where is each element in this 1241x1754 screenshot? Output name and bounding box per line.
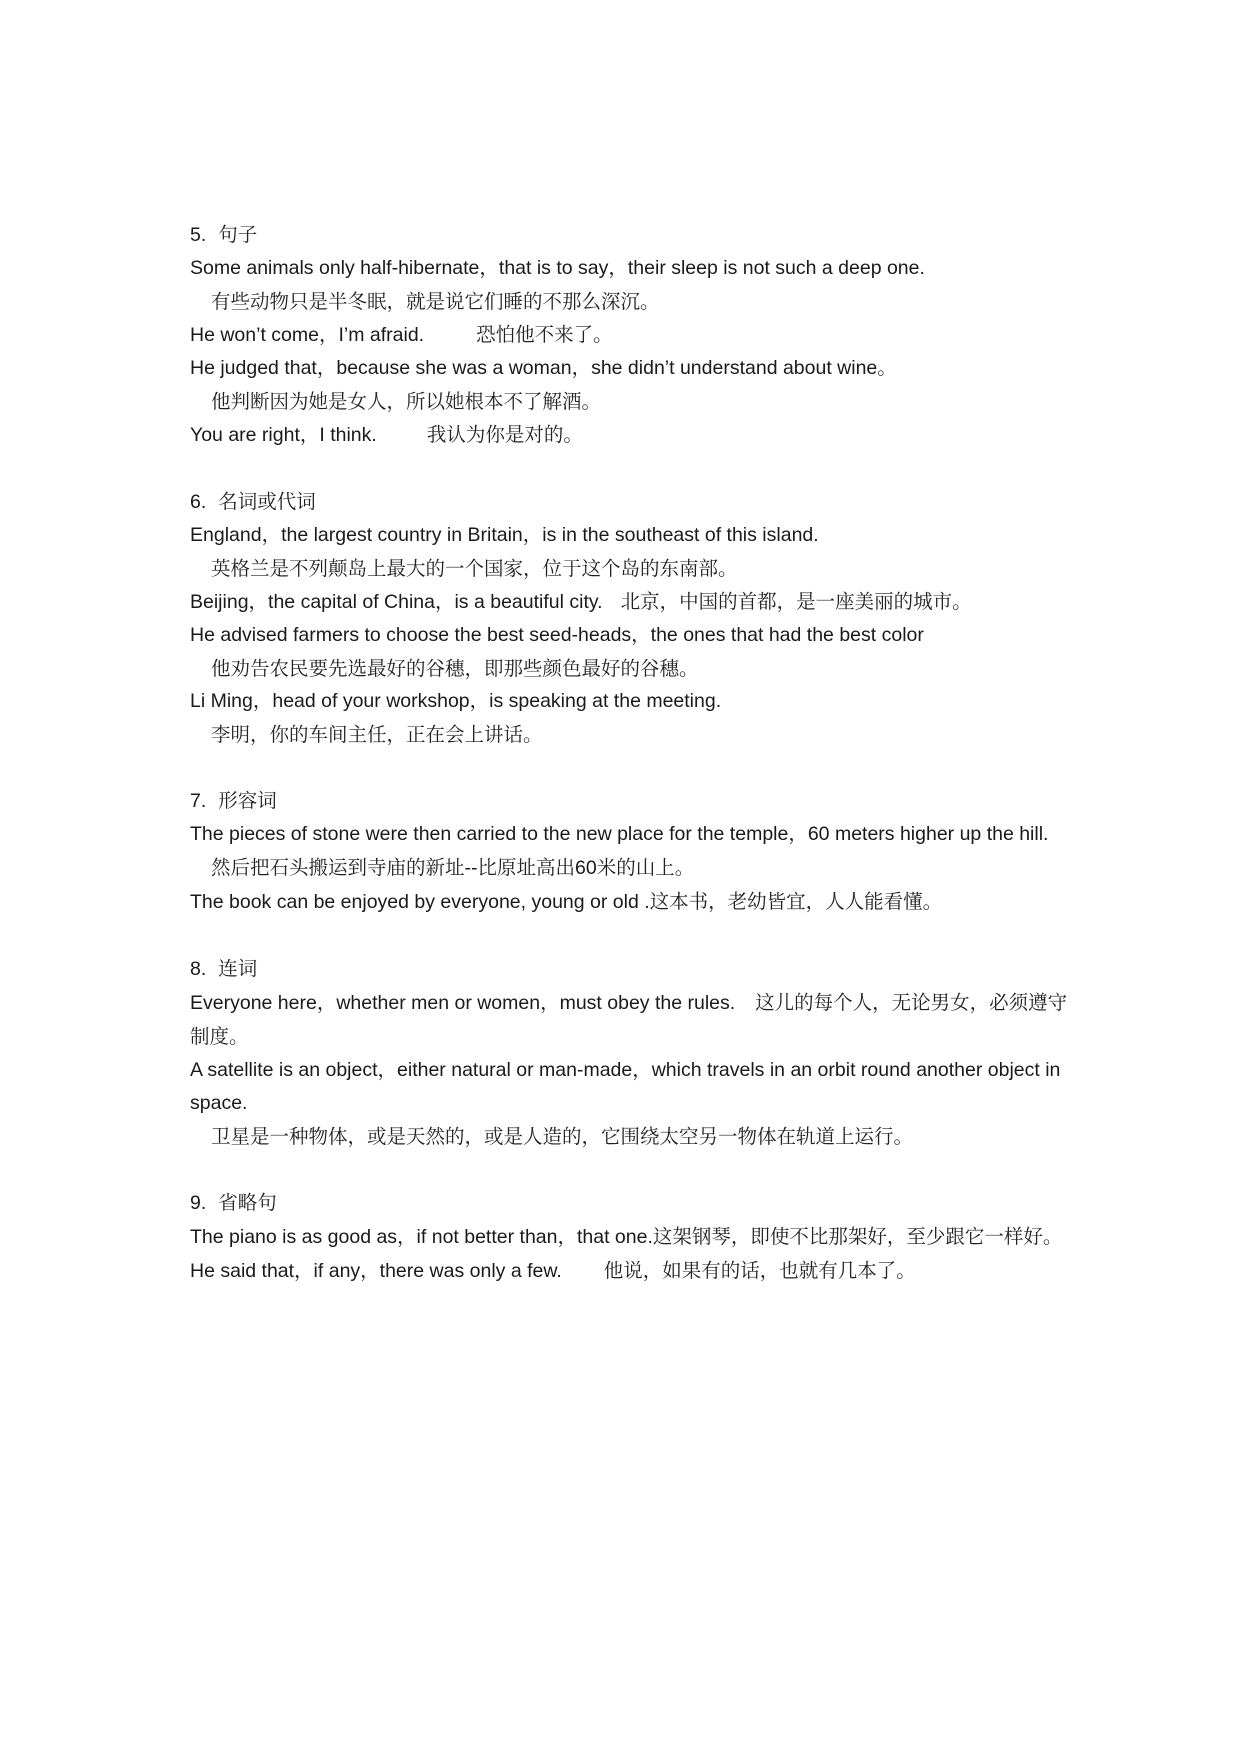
example-sentence-en: A satellite is an object，either natural or man-made，which travels in an orbit round another object in space.	[190, 1059, 1061, 1114]
example-sentence-en: The piano is as good as，if not better than，that one.	[190, 1226, 653, 1248]
section-heading-6	[190, 485, 1070, 519]
section-spacer	[190, 919, 1070, 952]
example-translation-zh: 他说，如果有的话，也就有几本了。	[603, 1259, 916, 1282]
translation-part: 比原址高出	[477, 856, 576, 879]
section-number: 5.	[190, 224, 207, 246]
example-translation-zh: 英格兰是不列颠岛上最大的一个国家，位于这个岛的东南部。	[211, 557, 738, 580]
section-number: 6.	[190, 491, 207, 513]
example-pair	[190, 418, 1070, 452]
example-pair	[190, 318, 1070, 352]
section-title: 形容词	[218, 789, 277, 812]
example-pair	[190, 1254, 1070, 1288]
example-sentence-en: He won’t come，I’m afraid.	[190, 324, 425, 346]
section-spacer	[190, 751, 1070, 784]
example-sentence-en: He said that，if any，there was only a few.	[190, 1260, 562, 1282]
section-title: 省略句	[218, 1191, 277, 1214]
section-title: 连词	[218, 957, 258, 980]
document-body	[190, 218, 1070, 1288]
example-translation-zh: 他判断因为她是女人，所以她根本不了解酒。	[211, 390, 602, 413]
example-sentence-en: He judged that，because she was a woman，she didn’t understand about wine。	[190, 357, 897, 379]
section-heading-7	[190, 784, 1070, 818]
translation-number: 60	[575, 857, 597, 879]
section-title: 名词或代词	[218, 490, 316, 513]
example-sentence-en: The pieces of stone were then carried to the new place for the temple，60 meters higher up the hill.	[190, 823, 1049, 845]
example-translation-zh: 有些动物只是半冬眠，就是说它们睡的不那么深沉。	[211, 290, 660, 313]
section-number: 8.	[190, 958, 207, 980]
section-heading-9	[190, 1186, 1070, 1220]
example-pair	[190, 585, 1070, 619]
example-translation-zh: 这本书，老幼皆宜，人人能看懂。	[649, 890, 943, 913]
example-translation-zh: 这架钢琴，即使不比那架好，至少跟它一样好。	[652, 1225, 1063, 1248]
translation-part: 然后把石头搬运到寺庙的新址	[211, 856, 465, 879]
section-number: 7.	[190, 790, 207, 812]
section-spacer	[190, 1153, 1070, 1186]
section-number: 9.	[190, 1192, 207, 1214]
translation-dash: --	[464, 857, 478, 879]
example-sentence-en: England，the largest country in Britain，is in the southeast of this island.	[190, 524, 819, 546]
example-sentence-en: Some animals only half-hibernate，that is to say，their sleep is not such a deep one.	[190, 257, 925, 279]
example-sentence-en: Everyone here，whether men or women，must obey the rules.	[190, 992, 736, 1014]
example-translation-zh: 李明，你的车间主任，正在会上讲话。	[211, 723, 543, 746]
example-translation-zh: 卫星是一种物体，或是天然的，或是人造的，它围绕太空另一物体在轨道上运行。	[211, 1125, 914, 1148]
section-heading-8	[190, 952, 1070, 986]
section-spacer	[190, 452, 1070, 485]
example-sentence-en: You are right，I think.	[190, 424, 377, 446]
example-translation-zh: 恐怕他不来了。	[476, 323, 613, 346]
translation-part: 米的山上。	[596, 856, 695, 879]
example-pair	[190, 885, 1070, 919]
section-heading-5	[190, 218, 1070, 252]
example-pair	[190, 986, 1070, 1054]
example-translation-zh: 北京，中国的首都，是一座美丽的城市。	[620, 590, 972, 613]
example-translation-zh: 这儿的每个人，无论男女，必须遵守制度。	[190, 991, 1068, 1048]
example-sentence-en: Li Ming，head of your workshop，is speaking at the meeting.	[190, 690, 722, 712]
example-translation-zh: 我认为你是对的。	[426, 423, 583, 446]
example-pair	[190, 1220, 1070, 1254]
example-sentence-en: The book can be enjoyed by everyone, young or old .	[190, 891, 650, 913]
example-sentence-en: He advised farmers to choose the best seed-heads，the ones that had the best color	[190, 624, 924, 646]
example-translation-zh	[190, 851, 1070, 885]
example-sentence-en: Beijing，the capital of China，is a beautiful city.	[190, 591, 603, 613]
example-translation-zh: 他劝告农民要先选最好的谷穗，即那些颜色最好的谷穗。	[211, 657, 699, 680]
section-title: 句子	[218, 223, 258, 246]
